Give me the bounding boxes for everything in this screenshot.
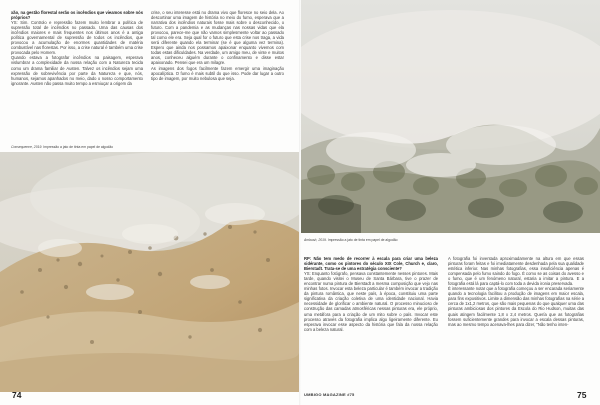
left-interview-question: xão, na gestão florestal serão os incêndios que vieamos sobre nós próprios? [11, 10, 143, 21]
right-page-number: 75 [577, 390, 587, 400]
magazine-footer: UMBIGO MAGAZINE #75 [304, 392, 355, 397]
left-column-1-text: YS: Sim. Controlo e repressão fazem muito lembrar a política de supressão total de incêndios no passado. Uma das causas dos incêndios maiores e mais frequentes nos últimos anos é a antiga política governamental de supressão de todos os incêndios, que provocou a acumulação de enormes quantidades de matéria combustível nas florestas. Por isso, a crise natural é também uma crise provocada pelo Homem. Quando estava a fotografar incêndios na paisagem, esperava vislumbrar a complexidade da nossa relação com a Natureza tecida como um drama familiar de Austen. Talvez os incêndios sejam uma expressão de sobrevivência por parte da Natureza e que, nós, humanos, sejamos apanhados no meio, dado o nosso comportamento ignorante. Austen não passa muito tempo a esmiuçar a origem da [11, 20, 143, 86]
consequence-photo [0, 152, 299, 392]
left-column-2-text: crise, o seu interesse está no drama vivo que floresce no seio dela. Ao descortinar uma imagem de história no meio do fumo, esperava que a narrativa dos incêndios naturais fosse mais sobre o desconhecido, o futuro. Com a pandemia e as mudanças nas nossas vidas que ela provocou, parece-me que não vamos simplesmente voltar ao passado tal como ele era. Seja qual for o futuro que esta crise nos traga, a vida será diferente quando ela terminar (se é que alguma vez termina). Espero que ainda nos possamos apaixonar enquanto vivemos com todas estas dificuldades. Na verdade, um amigo meu, de vinte e muitos anos, conheceu alguém durante o confinamento e disse estar apaixonado. Pensei que era um milagre. As imagens dos fogos facilmente fazem emergir uma imaginação apocalíptica. O fumo é mais subtil do que isso. Pode dar lugar a outro tipo de imagem, por muito nebulosa que seja. [151, 10, 284, 81]
ambush-photo [301, 0, 600, 233]
left-text-column-2 [151, 10, 284, 132]
smoke-forest-image [301, 0, 600, 233]
left-page-number: 74 [12, 390, 22, 400]
left-photo-caption [11, 145, 281, 149]
left-caption-text: Impressão a jato de tinta em papel de algodão [42, 145, 113, 149]
right-caption-title: Ambush, 2019. [304, 238, 327, 242]
right-column-2-text: A fotografia foi inventada aproximadamente na altura em que essas pinturas foram feitas e foi imediatamente desdenhada pela sua qualidade estética inferior. Nas minhas fotografias, essa insuficiência apenas é compensada pelo fumo saindo do fogo. É como se as coisas do avesso e o fumo, que é um fenómeno natural, estaria a imitar a pintura. E a fotografia está lá para captá-lo com toda a devida ironia preservada. É interessante notar que a fotografia começou a ser encarada seriamente quando a tecnologia facilitou a produção de imagens em maior escala, para fins expositivos. Limite a dimensão das minhas fotografias na série a cerca de 1x1,2 metros, que são mais pequenas do que qualquer uma das pinturas ambiciosas dos pintores da Escola do Rio Hudson, muitas das quais atingem facilmente 1,8 x 2,4 metros. Quería que as fotografias fossem suficientemente grandes para invocar a escala dessas pinturas, mas ao mesmo tempo acenava-lhes para dizer, "Não tenho inten- [448, 256, 584, 327]
left-caption-title: Consequence, 2019. [11, 145, 43, 149]
right-text-column-2 [448, 256, 584, 383]
right-caption-text: Impressão a jato de tinta em papel de algodão [326, 238, 398, 242]
hillside-smoke-image [0, 152, 299, 392]
right-interview-question: RP: Não tem medo de recorrer à escala para criar uma beleza sidérante, como os pintores do século XIX Cole, Church e, claro, Bierstadt. Trata-se de uma estratégia consciente? [304, 256, 438, 272]
right-text-column-1 [304, 256, 438, 383]
right-column-1-text: YS: Enquanto fotógrafo, pensava constantemente nesses pintores. Mais tarde, quando visitei o Museu de Santa Bárbara, tive o prazer de encontrar numa pintura de Bierstadt a mesma composição que vejo nas minhas fotos. Invocar esta beleza particular é também invocar a tradição da pintura romântica, que neste país, à época, constituiu uma parte significativa da criação coletiva de uma identidade nacional. Havia necessidade de glorificar o ambiente natural. O processo minucioso de construção das camadas atmosféricas nessas pinturas era, ele próprio, uma metáfora para a criação de um mito sobre o país. Invocar este processo através da fotografia implica algo ligeiramente diferente. Eu esperava invocar esse aspecto da história que fala da nossa relação com a beleza natural. [304, 271, 438, 332]
right-photo-caption [304, 238, 504, 242]
left-text-column-1 [11, 10, 143, 132]
